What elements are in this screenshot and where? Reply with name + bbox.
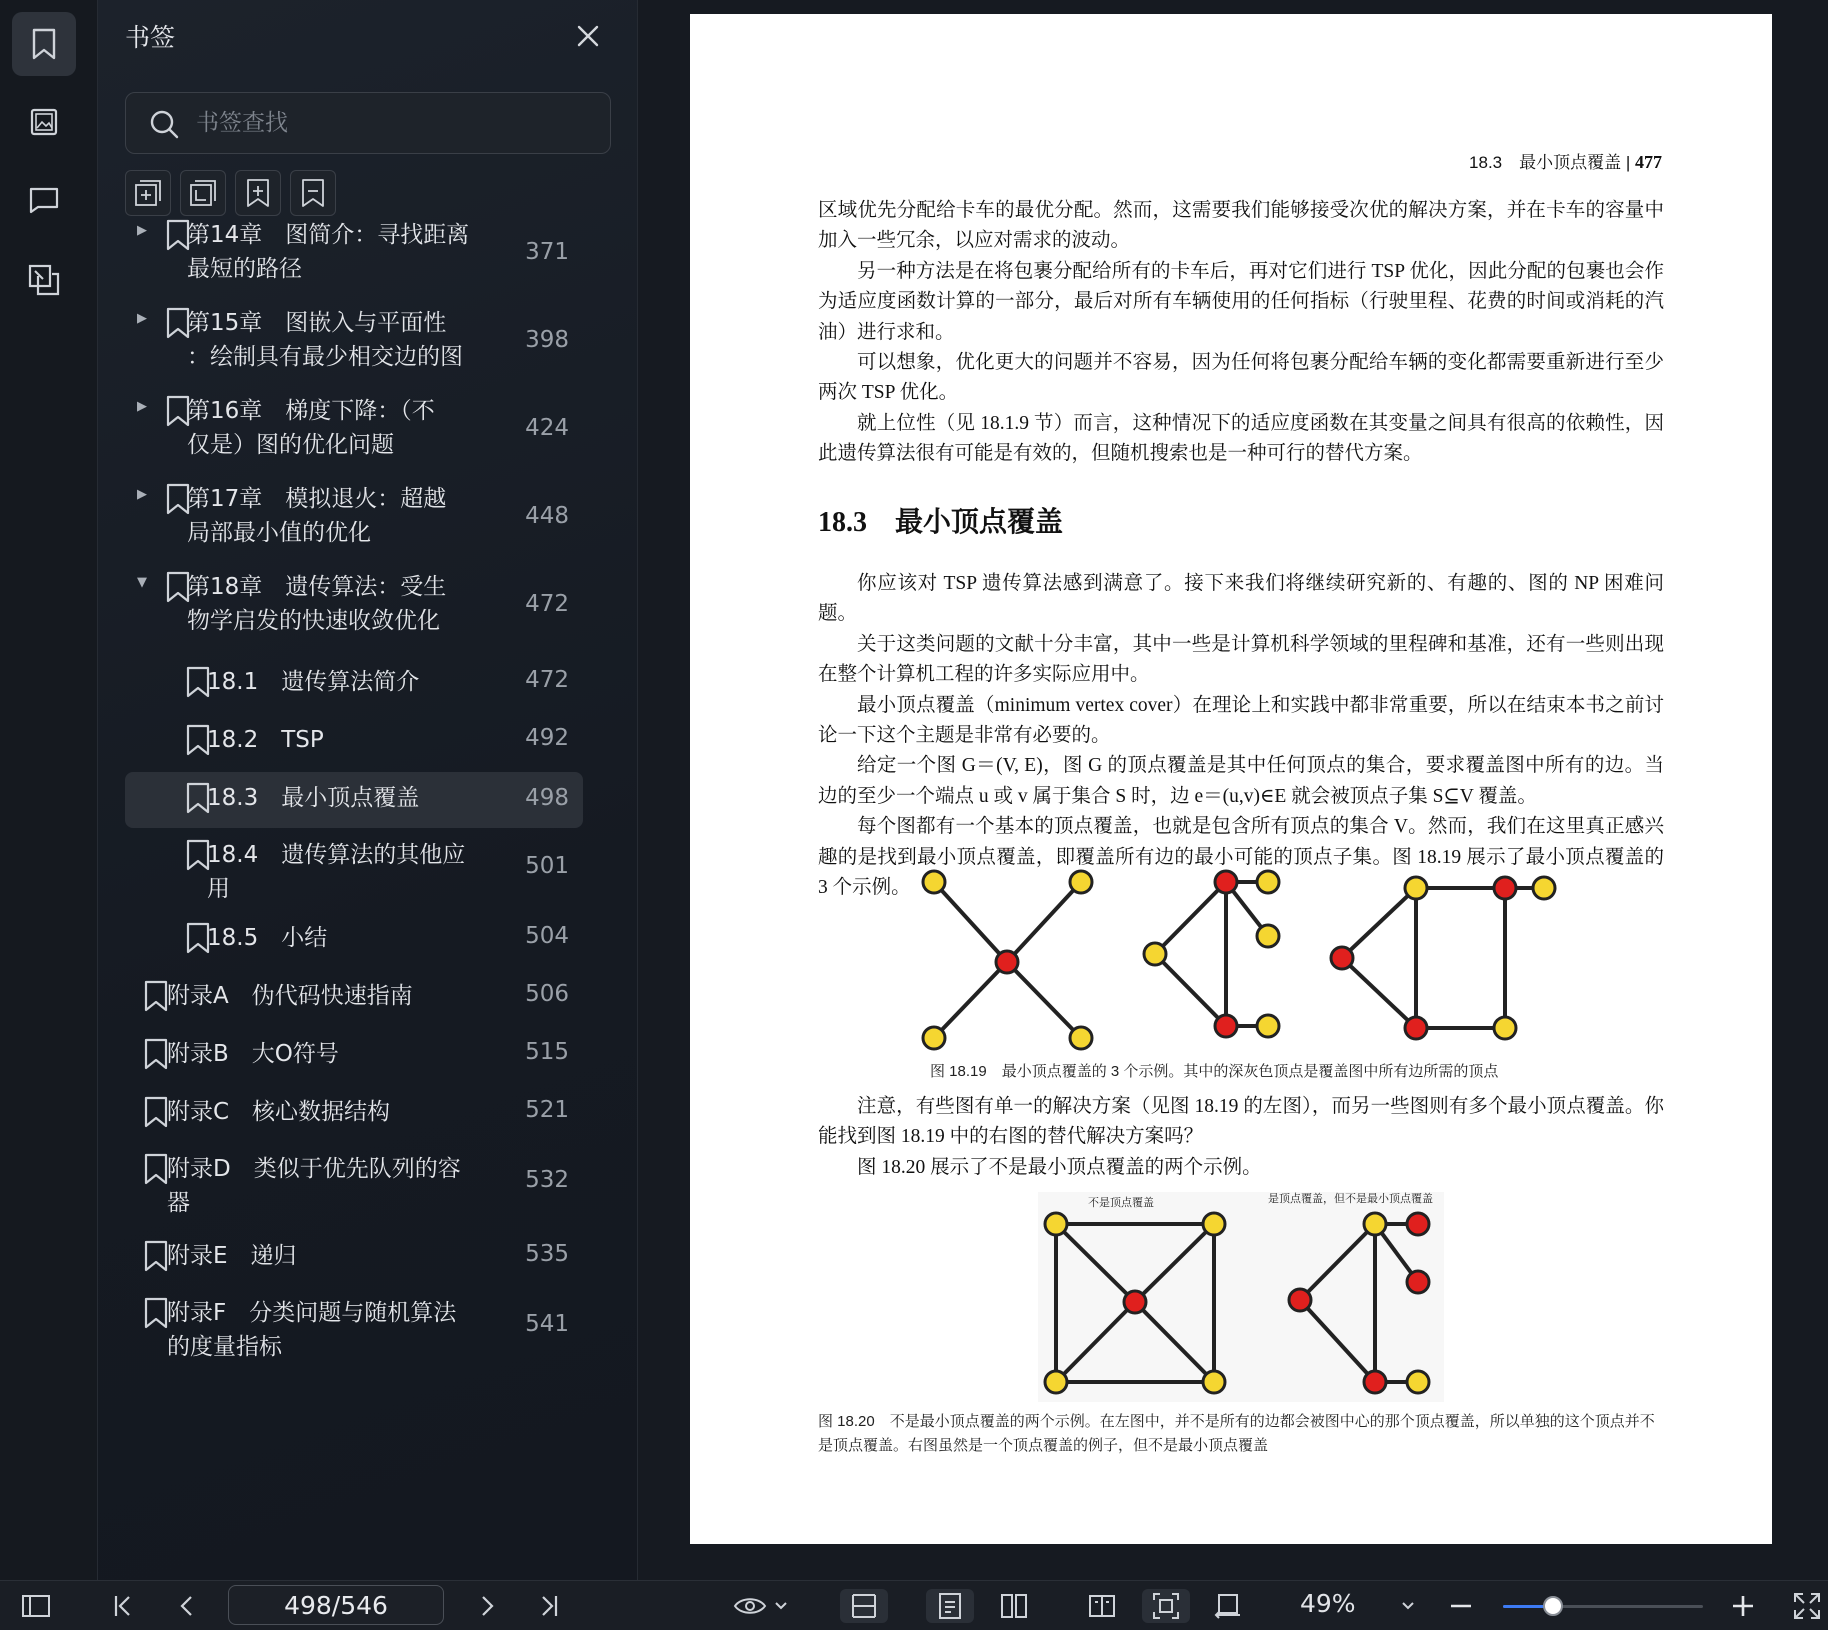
bookmark-page-number: 521 (525, 1097, 569, 1123)
bookmark-page-number: 424 (525, 415, 569, 441)
fit-width-icon (849, 1592, 879, 1620)
bookmark-label: 第17章 模拟退火：超越 局部最小值的优化 (187, 486, 447, 546)
graph-node (1494, 877, 1516, 899)
bookmark-page-number: 371 (525, 239, 569, 265)
two-page-button[interactable] (996, 1589, 1032, 1623)
paragraph: 图 18.20 展示了不是最小顶点覆盖的两个示例。 (857, 1156, 1262, 1178)
graph-node (1257, 1015, 1279, 1037)
figure-18-20-right-title: 是顶点覆盖，但不是最小顶点覆盖 (1268, 1193, 1433, 1205)
bookmark-item[interactable] (125, 1230, 583, 1282)
last-page-button[interactable] (534, 1589, 564, 1623)
paragraph: 另一种方法是在将包裹分配给所有的卡车后，再对它们进行 TSP 优化，因此分配的包裹也会作为适应度函数计算的一部分，最后对所有车辆使用的任何指标（行驶里程、花费的时间或消耗的汽油）进行求和。 (818, 260, 1664, 343)
bookmark-minus-icon (297, 177, 329, 209)
graph-node (923, 1027, 945, 1049)
panel-title: 书签 (125, 23, 176, 52)
bookmark-item[interactable] (125, 830, 583, 906)
chevron-down-icon (773, 1600, 789, 1612)
bookmark-page-number: 472 (525, 667, 569, 693)
bookmark-plus-icon (242, 177, 274, 209)
book-mode-button[interactable] (1084, 1589, 1120, 1623)
bookmark-item[interactable] (125, 912, 583, 964)
read-mode-dropdown[interactable] (730, 1589, 792, 1623)
paragraph: 可以想象，优化更大的问题并不容易，因为任何将包裹分配给车辆的变化都需要重新进行至少两次 TSP 优化。 (818, 352, 1664, 404)
section-heading: 18.3 最小顶点覆盖 (818, 507, 1064, 538)
layers-icon (27, 263, 61, 297)
rotate-button[interactable] (1210, 1589, 1246, 1623)
bookmark-page-number: 506 (525, 981, 569, 1007)
bookmark-page-number: 501 (525, 853, 569, 879)
graph-node (1203, 1213, 1225, 1235)
bookmark-page-number: 532 (525, 1167, 569, 1193)
chevron-down-icon (1400, 1600, 1416, 1612)
bookmark-item[interactable] (125, 562, 583, 650)
graph-edge (1155, 954, 1226, 1026)
minus-icon (1448, 1593, 1474, 1619)
caret-right-icon[interactable]: ▶ (137, 399, 147, 414)
bookmark-item[interactable] (125, 1144, 583, 1220)
graph-node (1257, 925, 1279, 947)
graph-edge (1155, 882, 1226, 954)
bookmark-label: 18.5 小结 (207, 925, 328, 951)
graph-node (1405, 1017, 1427, 1039)
single-page-button[interactable] (926, 1589, 974, 1623)
graph-edge (1007, 962, 1081, 1038)
bookmark-panel (98, 0, 638, 1580)
caret-right-icon[interactable]: ▶ (137, 223, 147, 238)
graph-node (1407, 1213, 1429, 1235)
graph-node (1533, 877, 1555, 899)
paragraph: 注意，有些图有单一的解决方案（见图 18.19 的左图），而另一些图则有多个最小顶点覆盖。你能找到图 18.19 中的右图的替代解决方案吗？ (818, 1096, 1664, 1148)
graph-node (1124, 1291, 1146, 1313)
next-page-button[interactable] (472, 1589, 502, 1623)
paragraph: 每个图都有一个基本的顶点覆盖，也就是包含所有顶点的集合 V。然而，我们在这里真正感兴趣的是找到最小顶点覆盖，即覆盖所有边的最小可能的顶点子集。图 18.19 展示了最小顶点覆盖的 3 个示例。 (818, 816, 1664, 899)
two-page-icon (1000, 1592, 1028, 1620)
eye-icon (733, 1594, 767, 1618)
graph-node (1144, 943, 1166, 965)
graph-node (1070, 871, 1092, 893)
bookmark-icon (143, 1095, 169, 1129)
graph-node (1045, 1213, 1067, 1235)
bookmark-item[interactable] (125, 210, 583, 298)
graph-node (1331, 947, 1353, 969)
graph-edge (934, 962, 1007, 1038)
bookmark-icon (143, 1152, 169, 1186)
graph-edge (1007, 882, 1081, 962)
graph-node (1407, 1271, 1429, 1293)
graph-node (923, 871, 945, 893)
fit-width-button[interactable] (840, 1589, 888, 1623)
bookmark-page-number: 541 (525, 1311, 569, 1337)
bookmark-page-number: 498 (525, 785, 569, 811)
bookmark-label: 第14章 图简介：寻找距离 最短的路径 (187, 222, 470, 282)
graph-edge (1342, 888, 1416, 958)
graph-node (1215, 871, 1237, 893)
text-block-3 (818, 1092, 1664, 1183)
graph-node (1364, 1371, 1386, 1393)
bookmark-page-number: 535 (525, 1241, 569, 1267)
paragraph: 区域优先分配给卡车的最优分配。然而，这需要我们能够接受次优的解决方案，并在卡车的容量中加入一些冗余，以应对需求的波动。 (818, 200, 1664, 252)
sidebar-toggle-icon (21, 1593, 51, 1619)
bookmark-icon (143, 1296, 169, 1330)
bookmark-label: 附录E 递归 (167, 1243, 297, 1269)
book-mode-icon (1088, 1592, 1116, 1620)
bookmark-list (98, 222, 638, 1580)
layers-panel-button[interactable] (12, 248, 76, 312)
fit-page-button[interactable] (1142, 1589, 1190, 1623)
bookmark-page-number: 504 (525, 923, 569, 949)
bookmark-item[interactable] (125, 1028, 583, 1080)
add-child-bookmark-icon (187, 177, 219, 209)
figure-18-19 (690, 14, 1772, 1544)
bookmark-label: 附录C 核心数据结构 (167, 1099, 391, 1125)
bookmark-label: 18.4 遗传算法的其他应 用 (207, 842, 466, 902)
first-page-icon (111, 1593, 135, 1619)
bookmark-label: 第18章 遗传算法：受生 物学启发的快速收敛优化 (187, 574, 447, 634)
bookmark-item[interactable] (125, 298, 583, 386)
bookmark-item[interactable] (125, 970, 583, 1022)
bookmark-page-number: 492 (525, 725, 569, 751)
bookmark-item[interactable] (125, 1288, 583, 1364)
image-icon (29, 107, 59, 137)
caret-right-icon[interactable]: ▶ (137, 487, 147, 502)
graph-node (1045, 1371, 1067, 1393)
graph-node (1215, 1015, 1237, 1037)
paragraph: 关于这类问题的文献十分丰富，其中一些是计算机科学领域的里程碑和基准，还有一些则出现在整个计算机工程的许多实际应用中。 (818, 633, 1664, 686)
bookmark-label: 第16章 梯度下降：（不 仅是）图的优化问题 (187, 398, 435, 458)
add-bookmark-icon (132, 177, 164, 209)
zoom-slider-handle[interactable] (1543, 1596, 1563, 1616)
zoom-out-button[interactable] (1446, 1589, 1476, 1623)
bookmark-icon (143, 979, 169, 1013)
bookmark-label: 18.1 遗传算法简介 (207, 669, 420, 695)
graph-node (996, 951, 1018, 973)
close-icon (572, 20, 604, 52)
previous-page-button[interactable] (172, 1589, 202, 1623)
bookmark-item[interactable] (125, 386, 583, 474)
fit-page-icon (1151, 1591, 1181, 1621)
graph-node (1407, 1371, 1429, 1393)
bookmark-icon (143, 1239, 169, 1273)
caret-down-icon[interactable]: ▼ (137, 575, 147, 590)
paragraph: 给定一个图 G＝(V, E)，图 G 的顶点覆盖是其中任何顶点的集合，要求覆盖图中所有的边。当边的至少一个端点 u 或 v 属于集合 S 时，边 e＝(u,v)∈E 就会被顶点子集 S⊆V 覆盖。 (818, 755, 1664, 807)
bookmark-page-number: 398 (525, 327, 569, 353)
annotation-panel-button[interactable] (12, 168, 76, 232)
bookmark-page-number: 472 (525, 591, 569, 617)
graph-node (1070, 1027, 1092, 1049)
close-panel-button[interactable] (572, 20, 604, 52)
figure-18-20-left-title: 不是顶点覆盖 (1088, 1197, 1154, 1209)
paragraph: 最小顶点覆盖（minimum vertex cover）在理论上和实践中都非常重要，所以在结束本书之前讨论一下这个主题是非常有必要的。 (818, 694, 1664, 747)
single-page-icon (937, 1592, 963, 1620)
bookmark-item[interactable] (125, 656, 583, 708)
fullscreen-button[interactable] (1790, 1589, 1824, 1623)
page-number-input[interactable] (228, 1585, 444, 1625)
graph-node (1257, 871, 1279, 893)
running-page-number: 477 (1635, 152, 1662, 172)
chevron-right-icon (477, 1593, 497, 1619)
caret-right-icon[interactable]: ▶ (137, 311, 147, 326)
zoom-dropdown-button[interactable] (1396, 1589, 1420, 1623)
graph-node (1364, 1213, 1386, 1235)
fullscreen-icon (1792, 1591, 1822, 1621)
bookmark-label: 18.3 最小顶点覆盖 (207, 785, 420, 811)
zoom-in-button[interactable] (1728, 1589, 1758, 1623)
zoom-level[interactable]: 49% (1300, 1589, 1356, 1618)
bookmark-label: 附录F 分类问题与随机算法 的度量指标 (167, 1300, 457, 1360)
bookmark-icon (143, 1037, 169, 1071)
bookmark-label: 第15章 图嵌入与平面性 ：绘制具有最少相交边的图 (187, 310, 463, 370)
bookmark-label: 附录D 类似于优先队列的容 器 (167, 1156, 461, 1216)
paragraph: 你应该对 TSP 遗传算法感到满意了。接下来我们将继续研究新的、有趣的、图的 NP 困难问题。 (818, 573, 1664, 625)
last-page-icon (537, 1593, 561, 1619)
bottom-toolbar (0, 1580, 1828, 1630)
bookmark-label: 附录A 伪代码快速指南 (167, 983, 413, 1009)
graph-node (1494, 1017, 1516, 1039)
paragraph: 就上位性（见 18.1.9 节）而言，这种情况下的适应度函数在其变量之间具有很高的依赖性，因此遗传算法很有可能是有效的，但随机搜索也是一种可行的替代方案。 (818, 412, 1664, 465)
rotate-icon (1213, 1591, 1243, 1621)
bookmark-page-number: 448 (525, 503, 569, 529)
graph-node (1203, 1371, 1225, 1393)
left-rail (0, 0, 98, 1580)
bookmark-item[interactable] (125, 772, 583, 828)
bookmark-item[interactable] (125, 1086, 583, 1138)
first-page-button[interactable] (108, 1589, 138, 1623)
chevron-left-icon (177, 1593, 197, 1619)
graph-node (1405, 877, 1427, 899)
bookmark-label: 18.2 TSP (207, 727, 324, 753)
pdf-page (690, 14, 1772, 1544)
bookmark-panel-button[interactable] (12, 12, 76, 76)
graph-edge (1342, 958, 1416, 1028)
bookmark-page-number: 515 (525, 1039, 569, 1065)
bookmark-search-input[interactable] (196, 93, 596, 153)
bookmark-icon (29, 28, 59, 60)
graph-node (1289, 1289, 1311, 1311)
graph-edge (934, 882, 1007, 962)
bookmark-item[interactable] (125, 474, 583, 562)
zoom-slider[interactable] (1503, 1605, 1703, 1608)
bookmark-item[interactable] (125, 714, 583, 766)
toggle-sidebar-button[interactable] (18, 1589, 54, 1623)
thumbnail-panel-button[interactable] (12, 90, 76, 154)
figure-18-19-caption: 图 18.19 最小顶点覆盖的 3 个示例。其中的深灰色顶点是覆盖图中所有边所需的顶点 (930, 1063, 1499, 1080)
running-head-text: 18.3 最小顶点覆盖 | (1469, 153, 1631, 172)
bookmark-label: 附录B 大O符号 (167, 1041, 339, 1067)
plus-icon (1730, 1593, 1756, 1619)
figure-18-20-caption: 图 18.20 不是最小顶点覆盖的两个示例。在左图中，并不是所有的边都会被图中心的那个顶点覆盖，所以单独的这个顶点并不是顶点覆盖。右图虽然是一个顶点覆盖的例子，但不是最小顶点覆盖 (818, 1413, 1655, 1454)
comment-icon (28, 185, 60, 215)
search-icon (148, 108, 180, 140)
bookmark-search (125, 92, 611, 154)
